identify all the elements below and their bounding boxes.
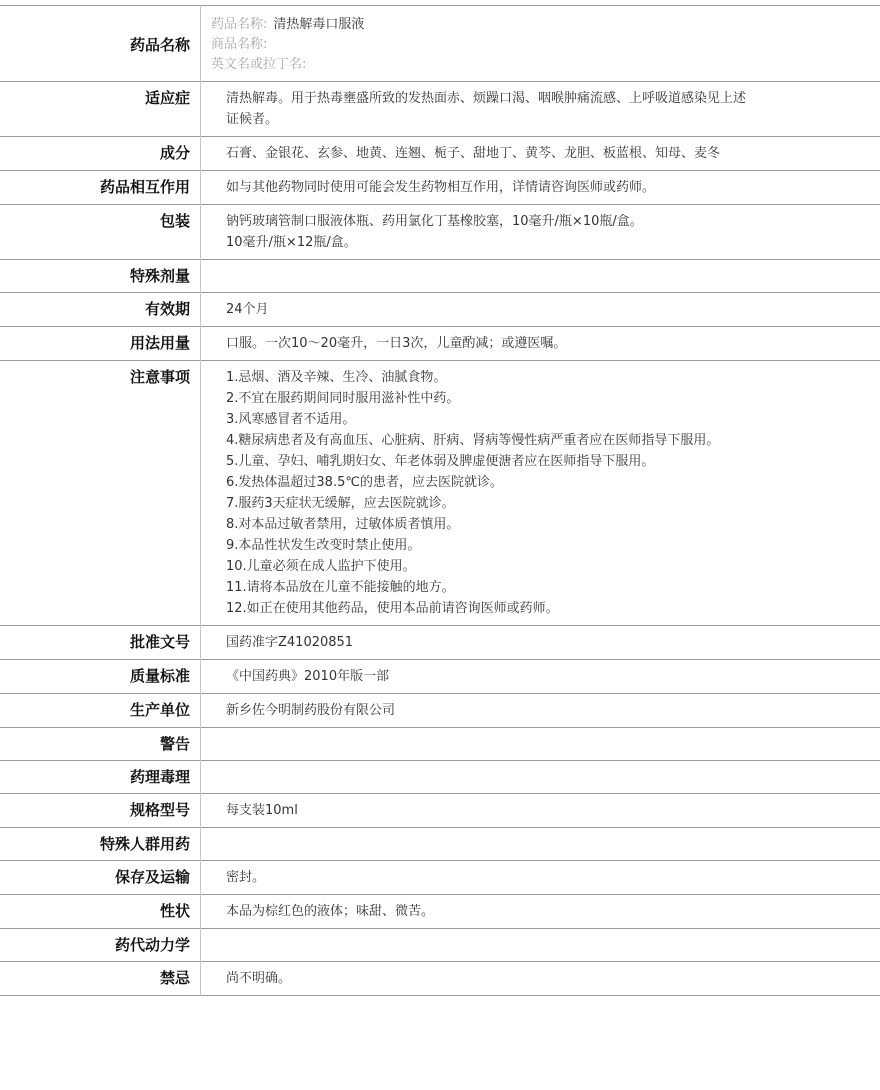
precaution-item: 9.本品性状发生改变时禁止使用。 (226, 538, 421, 553)
drug-info-table (0, 5, 880, 996)
english-name-prefix: 英文名或拉丁名: (211, 57, 307, 72)
value-special-populations (201, 828, 880, 861)
row-special-populations (0, 828, 880, 861)
label-appearance: 性状 (0, 895, 201, 929)
indications-line: 清热解毒。用于热毒壅盛所致的发热面赤、烦躁口渴、咽喉肿痛流感、上呼吸道感染见上述 (226, 91, 747, 106)
row-pharmacology (0, 761, 880, 794)
label-approval-number: 批准文号 (0, 626, 201, 660)
value-contraindications: 尚不明确。 (226, 971, 292, 986)
label-indications: 适应症 (0, 82, 201, 137)
label-quality-standard: 质量标准 (0, 660, 201, 694)
row-specification (0, 794, 880, 828)
value-approval-number: 国药准字Z41020851 (226, 635, 354, 650)
row-contraindications (0, 962, 880, 996)
value-special-dosage (201, 260, 880, 293)
row-special-dosage (0, 260, 880, 293)
row-pharmacokinetics (0, 929, 880, 962)
value-precautions (201, 361, 880, 626)
value-pharmacology (201, 761, 880, 794)
value-warning (201, 728, 880, 761)
label-drug-name: 药品名称 (0, 6, 201, 82)
precaution-item: 1.忌烟、酒及辛辣、生冷、油腻食物。 (226, 370, 447, 385)
generic-name-prefix: 药品名称: (211, 17, 268, 32)
row-shelf-life (0, 293, 880, 327)
label-interactions: 药品相互作用 (0, 171, 201, 205)
label-specification: 规格型号 (0, 794, 201, 828)
precaution-item: 5.儿童、孕妇、哺乳期妇女、年老体弱及脾虚便溏者应在医师指导下服用。 (226, 454, 655, 469)
label-dosage: 用法用量 (0, 327, 201, 361)
trade-name-prefix: 商品名称: (211, 37, 268, 52)
value-ingredients: 石膏、金银花、玄参、地黄、连翘、栀子、甜地丁、黄芩、龙胆、板蓝根、知母、麦冬 (226, 146, 721, 161)
label-warning: 警告 (0, 728, 201, 761)
row-warning (0, 728, 880, 761)
value-specification: 每支装10ml (226, 803, 298, 818)
row-ingredients (0, 137, 880, 171)
precaution-item: 7.服药3天症状无缓解，应去医院就诊。 (226, 496, 455, 511)
label-pharmacology: 药理毒理 (0, 761, 201, 794)
value-indications (201, 82, 880, 137)
label-packaging: 包装 (0, 205, 201, 260)
label-shelf-life: 有效期 (0, 293, 201, 327)
value-storage: 密封。 (226, 870, 266, 885)
value-packaging (201, 205, 880, 260)
label-manufacturer: 生产单位 (0, 694, 201, 728)
generic-name-value: 清热解毒口服液 (273, 17, 365, 32)
label-contraindications: 禁忌 (0, 962, 201, 996)
row-quality-standard (0, 660, 880, 694)
indications-line: 证候者。 (226, 112, 279, 127)
precaution-item: 4.糖尿病患者及有高血压、心脏病、肝病、肾病等慢性病严重者应在医师指导下服用。 (226, 433, 720, 448)
row-storage (0, 861, 880, 895)
row-dosage (0, 327, 880, 361)
label-storage: 保存及运输 (0, 861, 201, 895)
precaution-item: 10.儿童必须在成人监护下使用。 (226, 559, 416, 574)
precaution-item: 3.风寒感冒者不适用。 (226, 412, 356, 427)
value-shelf-life: 24个月 (226, 302, 269, 317)
row-appearance (0, 895, 880, 929)
value-quality-standard: 《中国药典》2010年版一部 (226, 669, 390, 684)
row-precautions (0, 361, 880, 626)
row-interactions (0, 171, 880, 205)
label-special-populations: 特殊人群用药 (0, 828, 201, 861)
precaution-item: 6.发热体温超过38.5℃的患者，应去医院就诊。 (226, 475, 503, 490)
value-dosage: 口服。一次10～20毫升，一日3次，儿童酌减；或遵医嘱。 (226, 336, 567, 351)
row-packaging (0, 205, 880, 260)
label-ingredients: 成分 (0, 137, 201, 171)
row-drug-name (0, 6, 880, 82)
value-pharmacokinetics (201, 929, 880, 962)
label-special-dosage: 特殊剂量 (0, 260, 201, 293)
packaging-line: 钠钙玻璃管制口服液体瓶、药用氯化丁基橡胶塞，10毫升/瓶×10瓶/盒。 (226, 214, 643, 229)
row-approval-number (0, 626, 880, 660)
label-pharmacokinetics: 药代动力学 (0, 929, 201, 962)
precaution-item: 12.如正在使用其他药品，使用本品前请咨询医师或药师。 (226, 601, 559, 616)
precaution-item: 2.不宜在服药期间同时服用滋补性中药。 (226, 391, 460, 406)
row-indications (0, 82, 880, 137)
value-interactions: 如与其他药物同时使用可能会发生药物相互作用，详情请咨询医师或药师。 (226, 180, 656, 195)
value-appearance: 本品为棕红色的液体；味甜、微苦。 (226, 904, 435, 919)
value-manufacturer: 新乡佐今明制药股份有限公司 (226, 703, 396, 718)
precaution-item: 8.对本品过敏者禁用，过敏体质者慎用。 (226, 517, 460, 532)
precaution-item: 11.请将本品放在儿童不能接触的地方。 (226, 580, 455, 595)
packaging-line: 10毫升/瓶×12瓶/盒。 (226, 235, 357, 250)
label-precautions: 注意事项 (0, 361, 201, 626)
value-drug-name (201, 6, 880, 82)
row-manufacturer (0, 694, 880, 728)
